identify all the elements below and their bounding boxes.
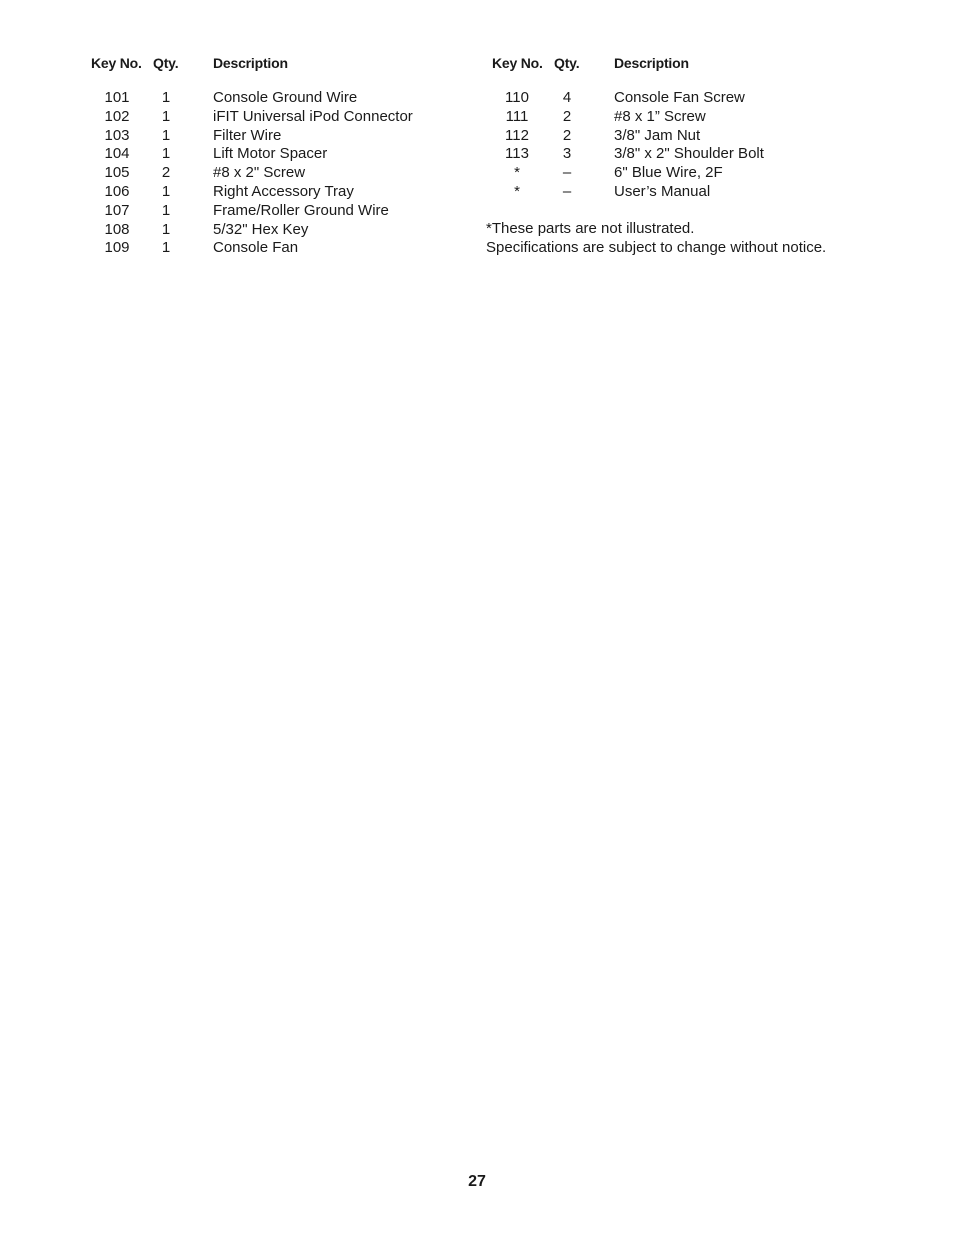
quantity: 1 [161,126,171,144]
key-number: 105 [104,164,130,182]
page-number: 27 [468,1173,486,1190]
description: 3/8" x 2" Shoulder Bolt [614,145,764,163]
quantity: – [562,183,572,200]
description: #8 x 1” Screw [614,107,706,125]
quantity: – [562,164,572,182]
description: Frame/Roller Ground Wire [213,201,389,219]
key-number: 111 [505,107,529,125]
quantity: 4 [562,89,572,106]
header-description: Description [213,55,288,71]
key-number: 113 [505,145,529,163]
description: 6" Blue Wire, 2F [614,164,723,182]
header-key-no: Key No. [492,55,543,71]
key-number: 104 [104,145,130,163]
key-number: * [514,164,520,182]
table-row [0,163,954,182]
quantity: 1 [161,239,171,257]
quantity: 2 [562,126,572,144]
key-number: 107 [104,201,130,219]
key-number: 102 [104,107,130,125]
quantity: 1 [161,89,171,106]
quantity: 1 [161,183,171,200]
table-row [0,201,954,220]
not-illustrated-note: *These parts are not illustrated. [486,220,695,237]
key-number: 110 [505,89,529,106]
table-row [0,220,954,239]
quantity: 2 [562,107,572,125]
description: Console Fan Screw [614,89,745,106]
quantity: 3 [562,145,572,163]
key-number: 112 [505,126,529,144]
quantity: 2 [161,164,171,182]
table-row [0,182,954,201]
description: iFIT Universal iPod Connector [213,107,413,125]
header-qty: Qty. [153,55,179,71]
quantity: 1 [161,107,171,125]
key-number: 108 [104,220,130,238]
table-row [0,126,954,145]
description: Console Fan [213,239,299,257]
description: 5/32" Hex Key [213,220,309,238]
table-row [0,107,954,126]
description: Right Accessory Tray [213,183,354,200]
description: #8 x 2" Screw [213,164,306,182]
description: 3/8" Jam Nut [614,126,701,144]
header-key-no: Key No. [91,55,142,71]
specifications-note: Specifications are subject to change without notice. [486,239,827,256]
key-number: 106 [104,183,130,200]
key-number: * [514,183,520,200]
table-row [0,144,954,163]
description: Lift Motor Spacer [213,145,328,163]
table-row [0,88,954,107]
key-number: 103 [104,126,130,144]
header-qty: Qty. [554,55,580,71]
quantity: 1 [161,220,171,238]
description: Filter Wire [213,126,282,144]
key-number: 101 [104,89,130,106]
description: Console Ground Wire [213,89,358,106]
description: User’s Manual [614,183,711,200]
header-description: Description [614,55,689,71]
key-number: 109 [104,239,130,257]
quantity: 1 [161,201,171,219]
quantity: 1 [161,145,171,163]
